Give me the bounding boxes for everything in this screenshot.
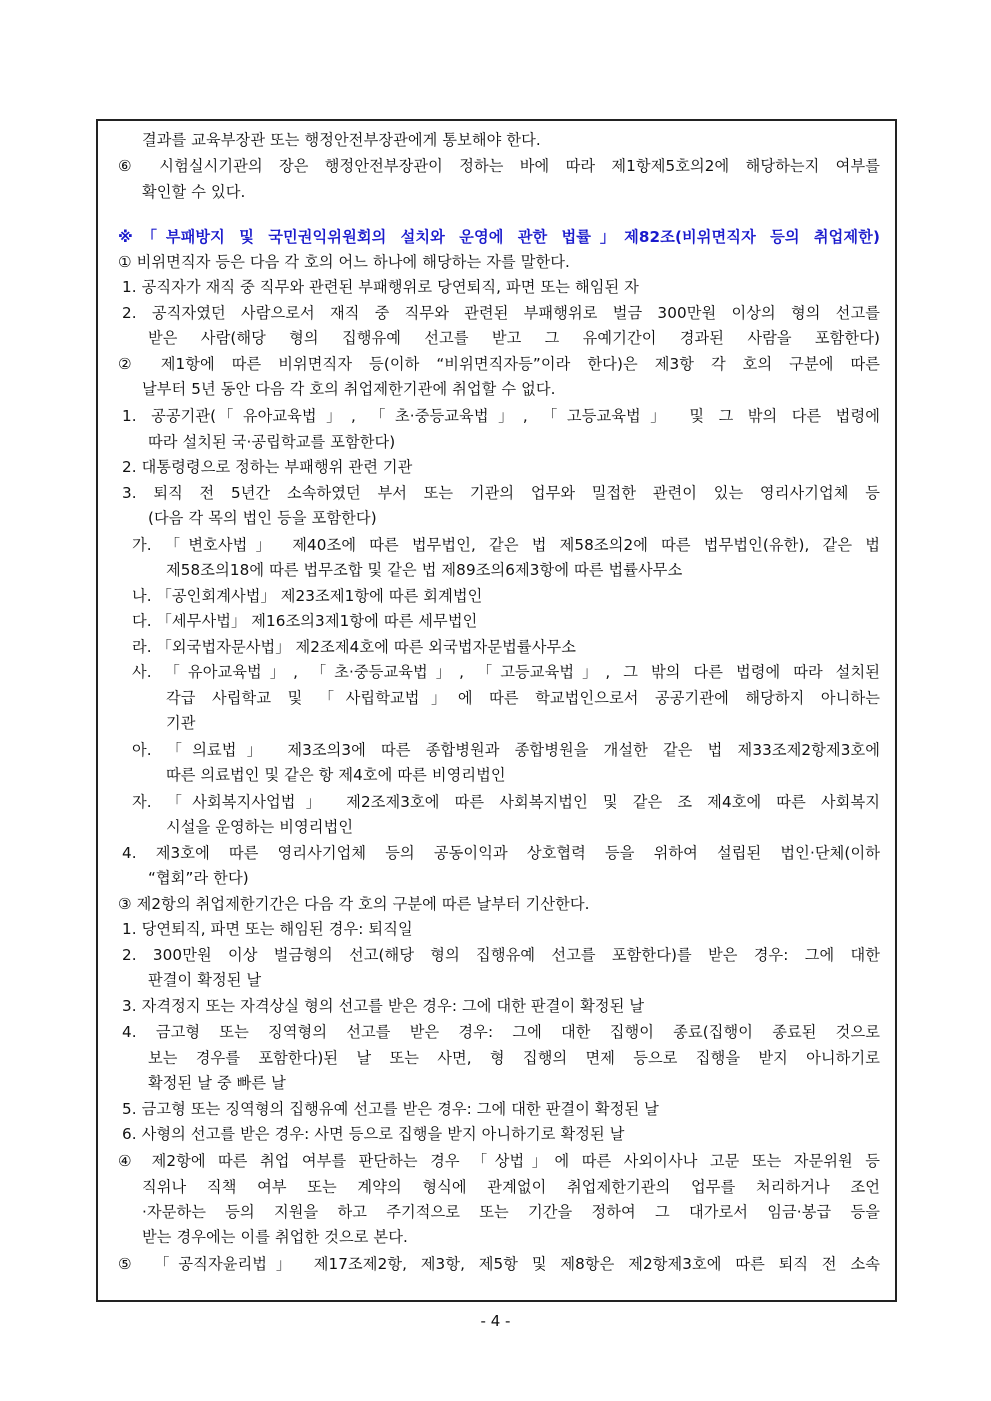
- text-line: 1. 당연퇴직, 파면 또는 해임된 경우: 퇴직일: [122, 920, 413, 938]
- text-line: 6. 사형의 선고를 받은 경우: 사면 등으로 집행을 받지 아니하기로 확정된 날: [122, 1125, 625, 1143]
- text-line: 각급 사립학교 및 「사립학교법」에 따른 학교법인으로서 공공기관에 해당하지 아니하는: [166, 689, 880, 707]
- text-line: “협회”라 한다): [148, 869, 249, 887]
- text-line: 5. 금고형 또는 징역형의 집행유예 선고를 받은 경우: 그에 대한 판결이 확정된 날: [122, 1100, 659, 1118]
- text-line: 나. 「공인회계사법」 제23조제1항에 따른 회계법인: [132, 587, 483, 605]
- text-line: 결과를 교육부장관 또는 행정안전부장관에게 통보해야 한다.: [142, 131, 541, 149]
- section-heading: ※「부패방지 및 국민권익위원회의 설치와 운영에 관한 법률」제82조(비위면직자 등의 취업제한): [118, 228, 880, 246]
- text-line: ③ 제2항의 취업제한기간은 다음 각 호의 구분에 따른 날부터 기산한다.: [118, 895, 590, 913]
- text-line: 다. 「세무사법」 제16조의3제1항에 따른 세무법인: [132, 612, 478, 630]
- text-line: ② 제1항에 따른 비위면직자 등(이하 “비위면직자등”이라 한다)은 제3항 각 호의 구분에 따른: [118, 355, 880, 373]
- text-line: 3. 자격정지 또는 자격상실 형의 선고를 받은 경우: 그에 대한 판결이 확정된 날: [122, 997, 645, 1015]
- text-line: 보는 경우를 포함한다)된 날 또는 사면, 형 집행의 면제 등으로 집행을 받지 아니하기로: [148, 1049, 880, 1067]
- text-line: 아. 「의료법」 제3조의3에 따른 종합병원과 종합병원을 개설한 같은 법 제33조제2항제3호에: [132, 741, 880, 759]
- text-line: 확인할 수 있다.: [142, 183, 246, 201]
- text-line: ④ 제2항에 따른 취업 여부를 판단하는 경우 「상법」에 따른 사외이사나 고문 또는 자문위원 등: [118, 1152, 880, 1170]
- text-line: 시설을 운영하는 비영리법인: [166, 818, 354, 836]
- text-line: 따른 의료법인 및 같은 항 제4호에 따른 비영리법인: [166, 766, 506, 784]
- text-line: 제58조의18에 따른 법무조합 및 같은 법 제89조의6제3항에 따른 법률사무소: [166, 561, 683, 579]
- text-line: 2. 대통령령으로 정하는 부패행위 관련 기관: [122, 458, 413, 476]
- text-line: 자. 「사회복지사업법」 제2조제3호에 따른 사회복지법인 및 같은 조 제4호에 따른 사회복지: [132, 793, 880, 811]
- text-line: ① 비위면직자 등은 다음 각 호의 어느 하나에 해당하는 자를 말한다.: [118, 253, 570, 271]
- text-line: ⑤ 「공직자윤리법」 제17조제2항, 제3항, 제5항 및 제8항은 제2항제3호에 따른 퇴직 전 소속: [118, 1255, 880, 1273]
- text-line: ·자문하는 등의 지원을 하고 주기적으로 또는 기간을 정하여 그 대가로서 임금·봉급 등을: [142, 1203, 880, 1221]
- text-line: 기관: [166, 714, 196, 732]
- text-line: 가. 「변호사법」 제40조에 따른 법무법인, 같은 법 제58조의2에 따른 법무법인(유한), 같은 법: [132, 536, 880, 554]
- text-line: 4. 제3호에 따른 영리사기업체 등의 공동이익과 상호협력 등을 위하여 설립된 법인·단체(이하: [122, 844, 880, 862]
- text-line: 3. 퇴직 전 5년간 소속하였던 부서 또는 기관의 업무와 밀접한 관련이 있는 영리사기업체 등: [122, 484, 880, 502]
- text-line: 직위나 직책 여부 또는 계약의 형식에 관계없이 취업제한기관의 업무를 처리하거나 조언: [142, 1178, 880, 1196]
- text-line: 판결이 확정된 날: [148, 971, 262, 989]
- text-line: ⑥ 시험실시기관의 장은 행정안전부장관이 정하는 바에 따라 제1항제5호의2에 해당하는지 여부를: [118, 157, 880, 175]
- text-line: 2. 공직자였던 사람으로서 재직 중 직무와 관련된 부패행위로 벌금 300만원 이상의 형의 선고를: [122, 304, 880, 322]
- text-line: 4. 금고형 또는 징역형의 선고를 받은 경우: 그에 대한 집행이 종료(집행이 종료된 것으로: [122, 1023, 880, 1041]
- text-line: 확정된 날 중 빠른 날: [148, 1074, 286, 1092]
- text-line: 1. 공직자가 재직 중 직무와 관련된 부패행위로 당연퇴직, 파면 또는 해임된 자: [122, 278, 639, 296]
- text-line: 1. 공공기관(「유아교육법」, 「초·중등교육법」, 「고등교육법」 및 그 밖의 다른 법령에: [122, 407, 880, 425]
- text-line: 받는 경우에는 이를 취업한 것으로 본다.: [142, 1228, 408, 1246]
- page-number: - 4 -: [480, 1312, 511, 1330]
- text-line: (다음 각 목의 법인 등을 포함한다): [148, 509, 377, 527]
- text-line: 받은 사람(해당 형의 집행유예 선고를 받고 그 유예기간이 경과된 사람을 포함한다): [148, 329, 880, 347]
- text-line: 날부터 5년 동안 다음 각 호의 취업제한기관에 취업할 수 없다.: [142, 380, 556, 398]
- text-line: 2. 300만원 이상 벌금형의 선고(해당 형의 집행유예 선고를 포함한다)를 받은 경우: 그에 대한: [122, 946, 880, 964]
- text-line: 따라 설치된 국·공립학교를 포함한다): [148, 433, 396, 451]
- text-line: 사. 「유아교육법」, 「초·중등교육법」, 「고등교육법」, 그 밖의 다른 법령에 따라 설치된: [132, 663, 880, 681]
- text-line: 라. 「외국법자문사법」 제2조제4호에 따른 외국법자문법률사무소: [132, 638, 577, 656]
